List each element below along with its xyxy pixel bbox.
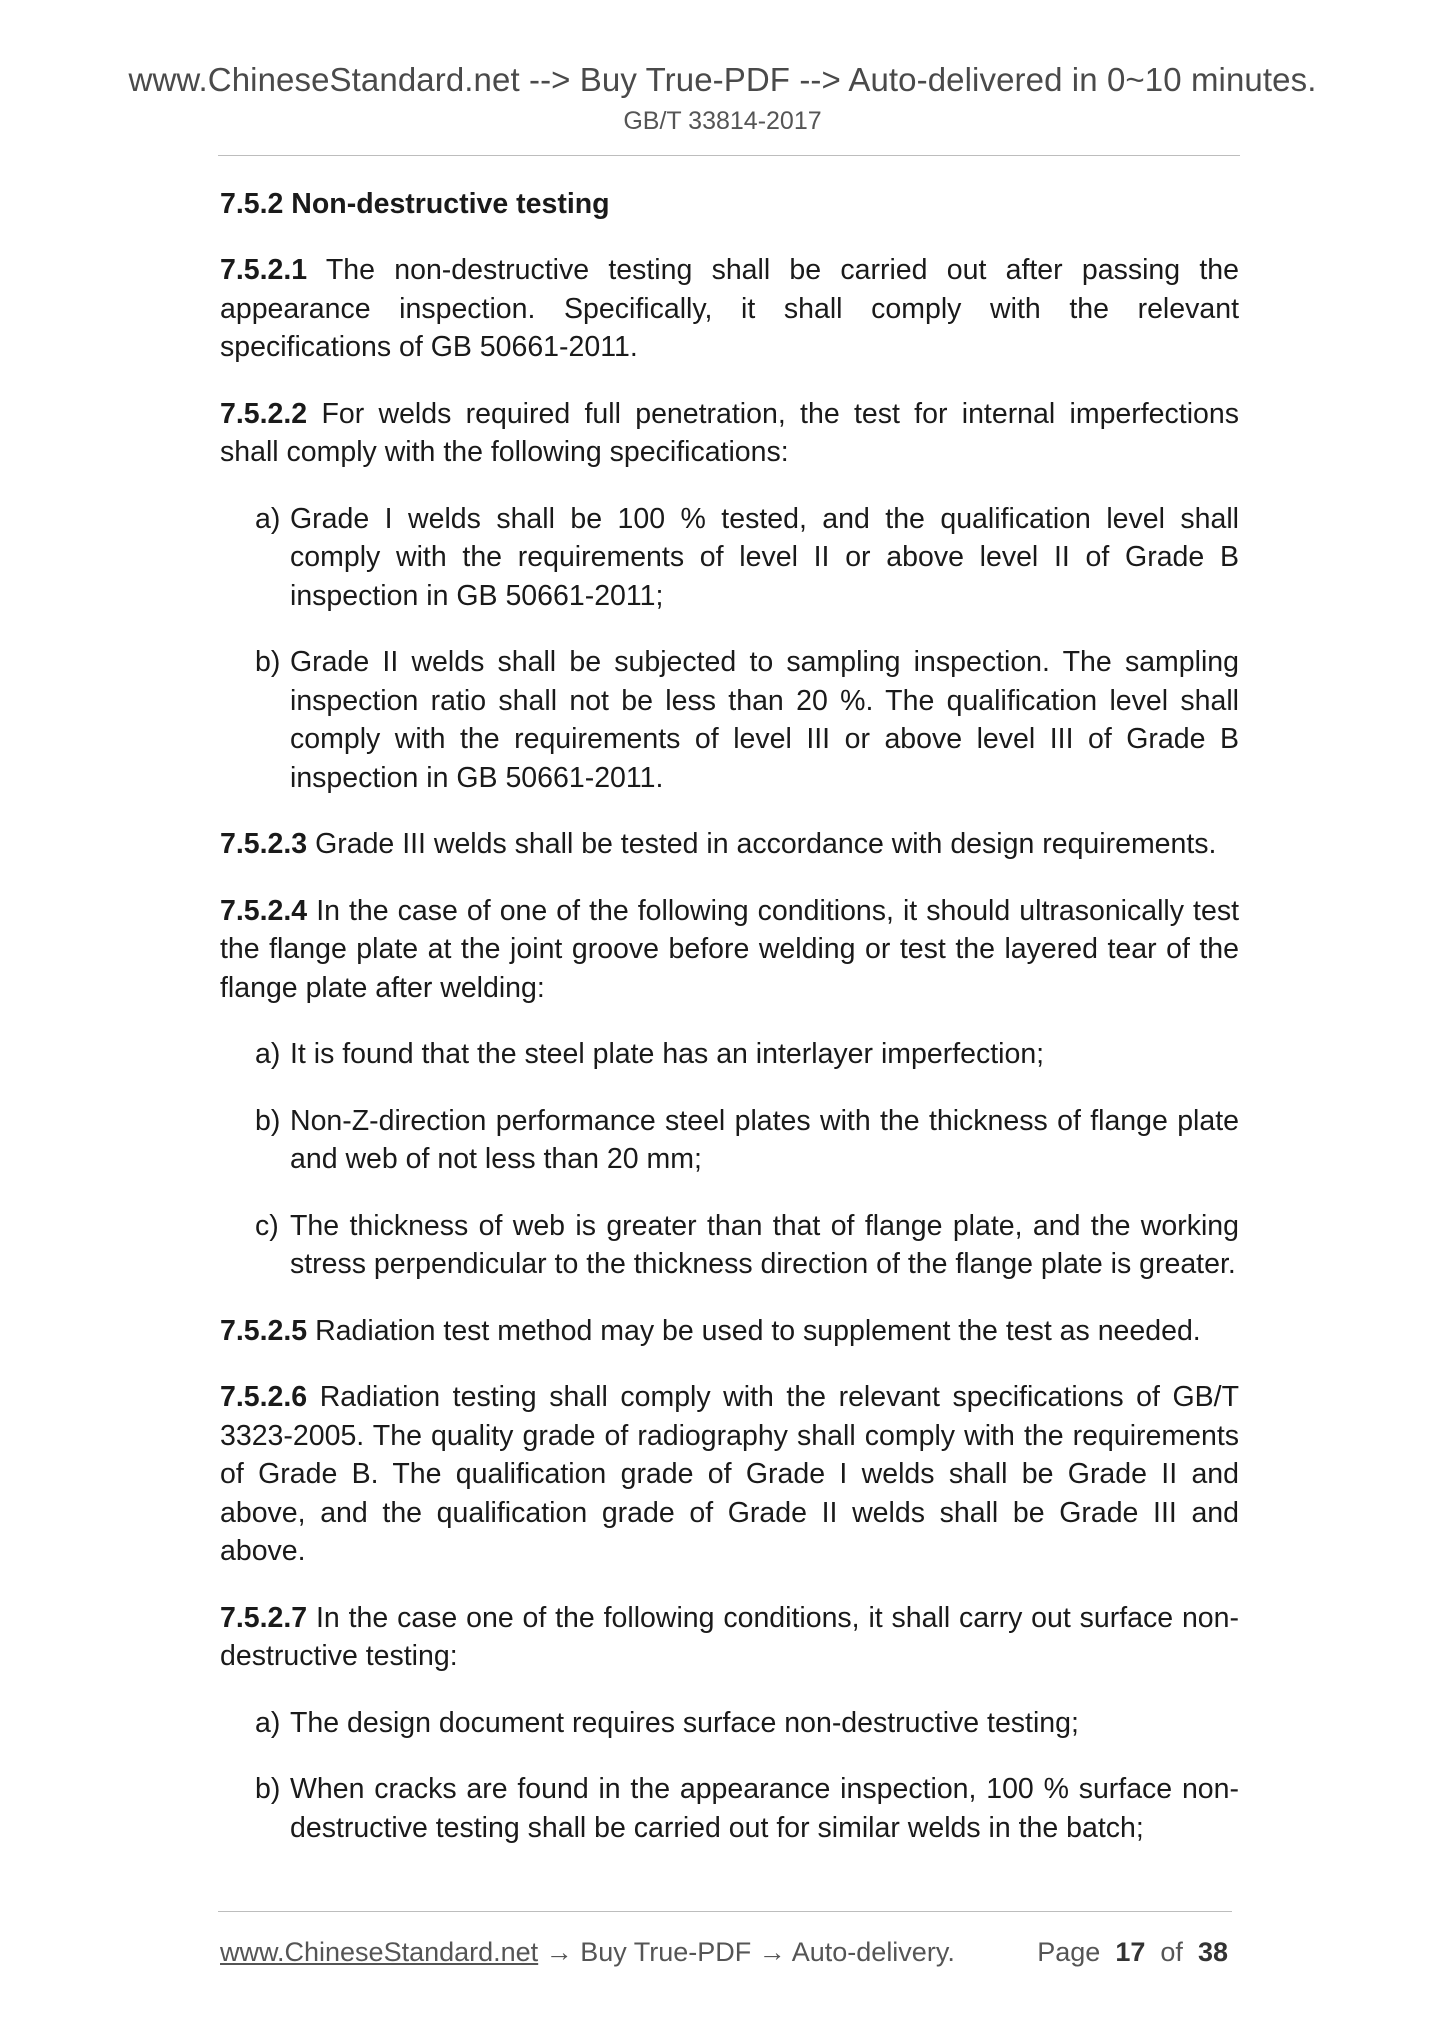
list-item-text: Non-Z-direction performance steel plates with the thickness of flange plate and web of not less than 20 mm; <box>290 1104 1239 1175</box>
list-item <box>220 1207 1239 1284</box>
footer-left <box>220 1932 955 1972</box>
clause-text: For welds required full penetration, the test for internal imperfections shall comply with the following specifications: <box>220 397 1239 468</box>
clause-number: 7.5.2.5 <box>220 1314 308 1347</box>
page-footer <box>220 1932 1234 1972</box>
clause-7-5-2-2 <box>220 395 1239 472</box>
list-item-text: Grade II welds shall be subjected to sampling inspection. The sampling inspection ratio shall not be less than 20 %. The qualification level shall comply with the requirements of level III or above level III of Grade B inspection in GB 50661-2011. <box>290 646 1239 794</box>
clause-number: 7.5.2.2 <box>220 397 308 430</box>
list-marker: a) <box>255 1706 281 1739</box>
list-item <box>220 500 1239 616</box>
clause-number: 7.5.2.7 <box>220 1601 308 1634</box>
page-label: Page <box>1037 1937 1101 1967</box>
footer-tagline: → Buy True-PDF → Auto-delivery. <box>538 1937 955 1967</box>
clause-text: Grade III welds shall be tested in accordance with design requirements. <box>307 828 1217 860</box>
clause-7-5-2-5 <box>220 1312 1239 1351</box>
list-marker: b) <box>255 1773 281 1805</box>
list-marker: b) <box>255 646 281 678</box>
clause-number: 7.5.2.3 <box>220 828 308 860</box>
page-header <box>0 58 1445 138</box>
list-marker: b) <box>255 1104 281 1137</box>
footer-site-link[interactable]: www.ChineseStandard.net <box>220 1937 539 1967</box>
list-item-text: It is found that the steel plate has an interlayer imperfection; <box>290 1038 1045 1070</box>
clause-text: In the case of one of the following conditions, it should ultrasonically test the flange plate at the joint groove before welding or test the layered tear of the flange plate after welding: <box>220 894 1239 1004</box>
list-item-text: The thickness of web is greater than that of flange plate, and the working stress perpendicular to the thickness direction of the flange plate is greater. <box>290 1209 1239 1280</box>
page-number <box>1037 1932 1228 1972</box>
clause-text: Radiation testing shall comply with the relevant specifications of GB/T 3323-2005. The quality grade of radiography shall comply with the requirements of Grade B. The qualification grade of Grade I welds shall be Grade II and above, and the qualification grade of Grade II welds shall be Grade III and above. <box>220 1381 1239 1567</box>
page-total: 38 <box>1197 1937 1228 1967</box>
list-item <box>220 1102 1239 1179</box>
clause-text: Radiation test method may be used to supplement the test as needed. <box>307 1314 1201 1347</box>
clause-7-5-2-7 <box>220 1599 1239 1676</box>
document-body <box>220 184 1239 1875</box>
list-item <box>220 1770 1239 1847</box>
clause-number: 7.5.2.6 <box>220 1381 308 1413</box>
section-title: 7.5.2 Non-destructive testing <box>220 188 610 220</box>
list-item-text: Grade I welds shall be 100 % tested, and the qualification level shall comply with the requirements of level II or above level II of Grade B inspection in GB 50661-2011; <box>290 502 1239 612</box>
page-of: of <box>1160 1937 1183 1967</box>
clause-7-5-2-4 <box>220 892 1239 1008</box>
clause-7-5-2-1 <box>220 251 1239 367</box>
clause-7-5-2-3 <box>220 825 1239 864</box>
list-marker: a) <box>255 502 281 535</box>
list-item <box>220 1704 1239 1743</box>
clause-number: 7.5.2.1 <box>220 254 308 286</box>
clause-text: The non-destructive testing shall be carried out after passing the appearance inspection. Specifically, it shall comply with the relevant specifications of GB 50661-2011. <box>220 254 1239 363</box>
clause-7-5-2-6 <box>220 1378 1239 1571</box>
footer-divider <box>218 1911 1232 1912</box>
list-marker: c) <box>255 1209 279 1242</box>
clause-text: In the case one of the following conditions, it shall carry out surface non-destructive testing: <box>220 1601 1239 1672</box>
list-item <box>220 1035 1239 1074</box>
header-divider <box>218 155 1240 156</box>
list-marker: a) <box>255 1038 281 1070</box>
clause-number: 7.5.2.4 <box>220 894 308 927</box>
list-item-text: When cracks are found in the appearance inspection, 100 % surface non-destructive testing shall be carried out for similar welds in the batch; <box>290 1773 1239 1844</box>
standard-code: GB/T 33814-2017 <box>623 107 822 135</box>
list-item-text: The design document requires surface non-destructive testing; <box>290 1706 1079 1739</box>
header-banner: www.ChineseStandard.net --> Buy True-PDF --> Auto-delivered in 0~10 minutes. <box>128 61 1317 98</box>
list-item <box>220 643 1239 797</box>
page-current: 17 <box>1115 1937 1146 1967</box>
